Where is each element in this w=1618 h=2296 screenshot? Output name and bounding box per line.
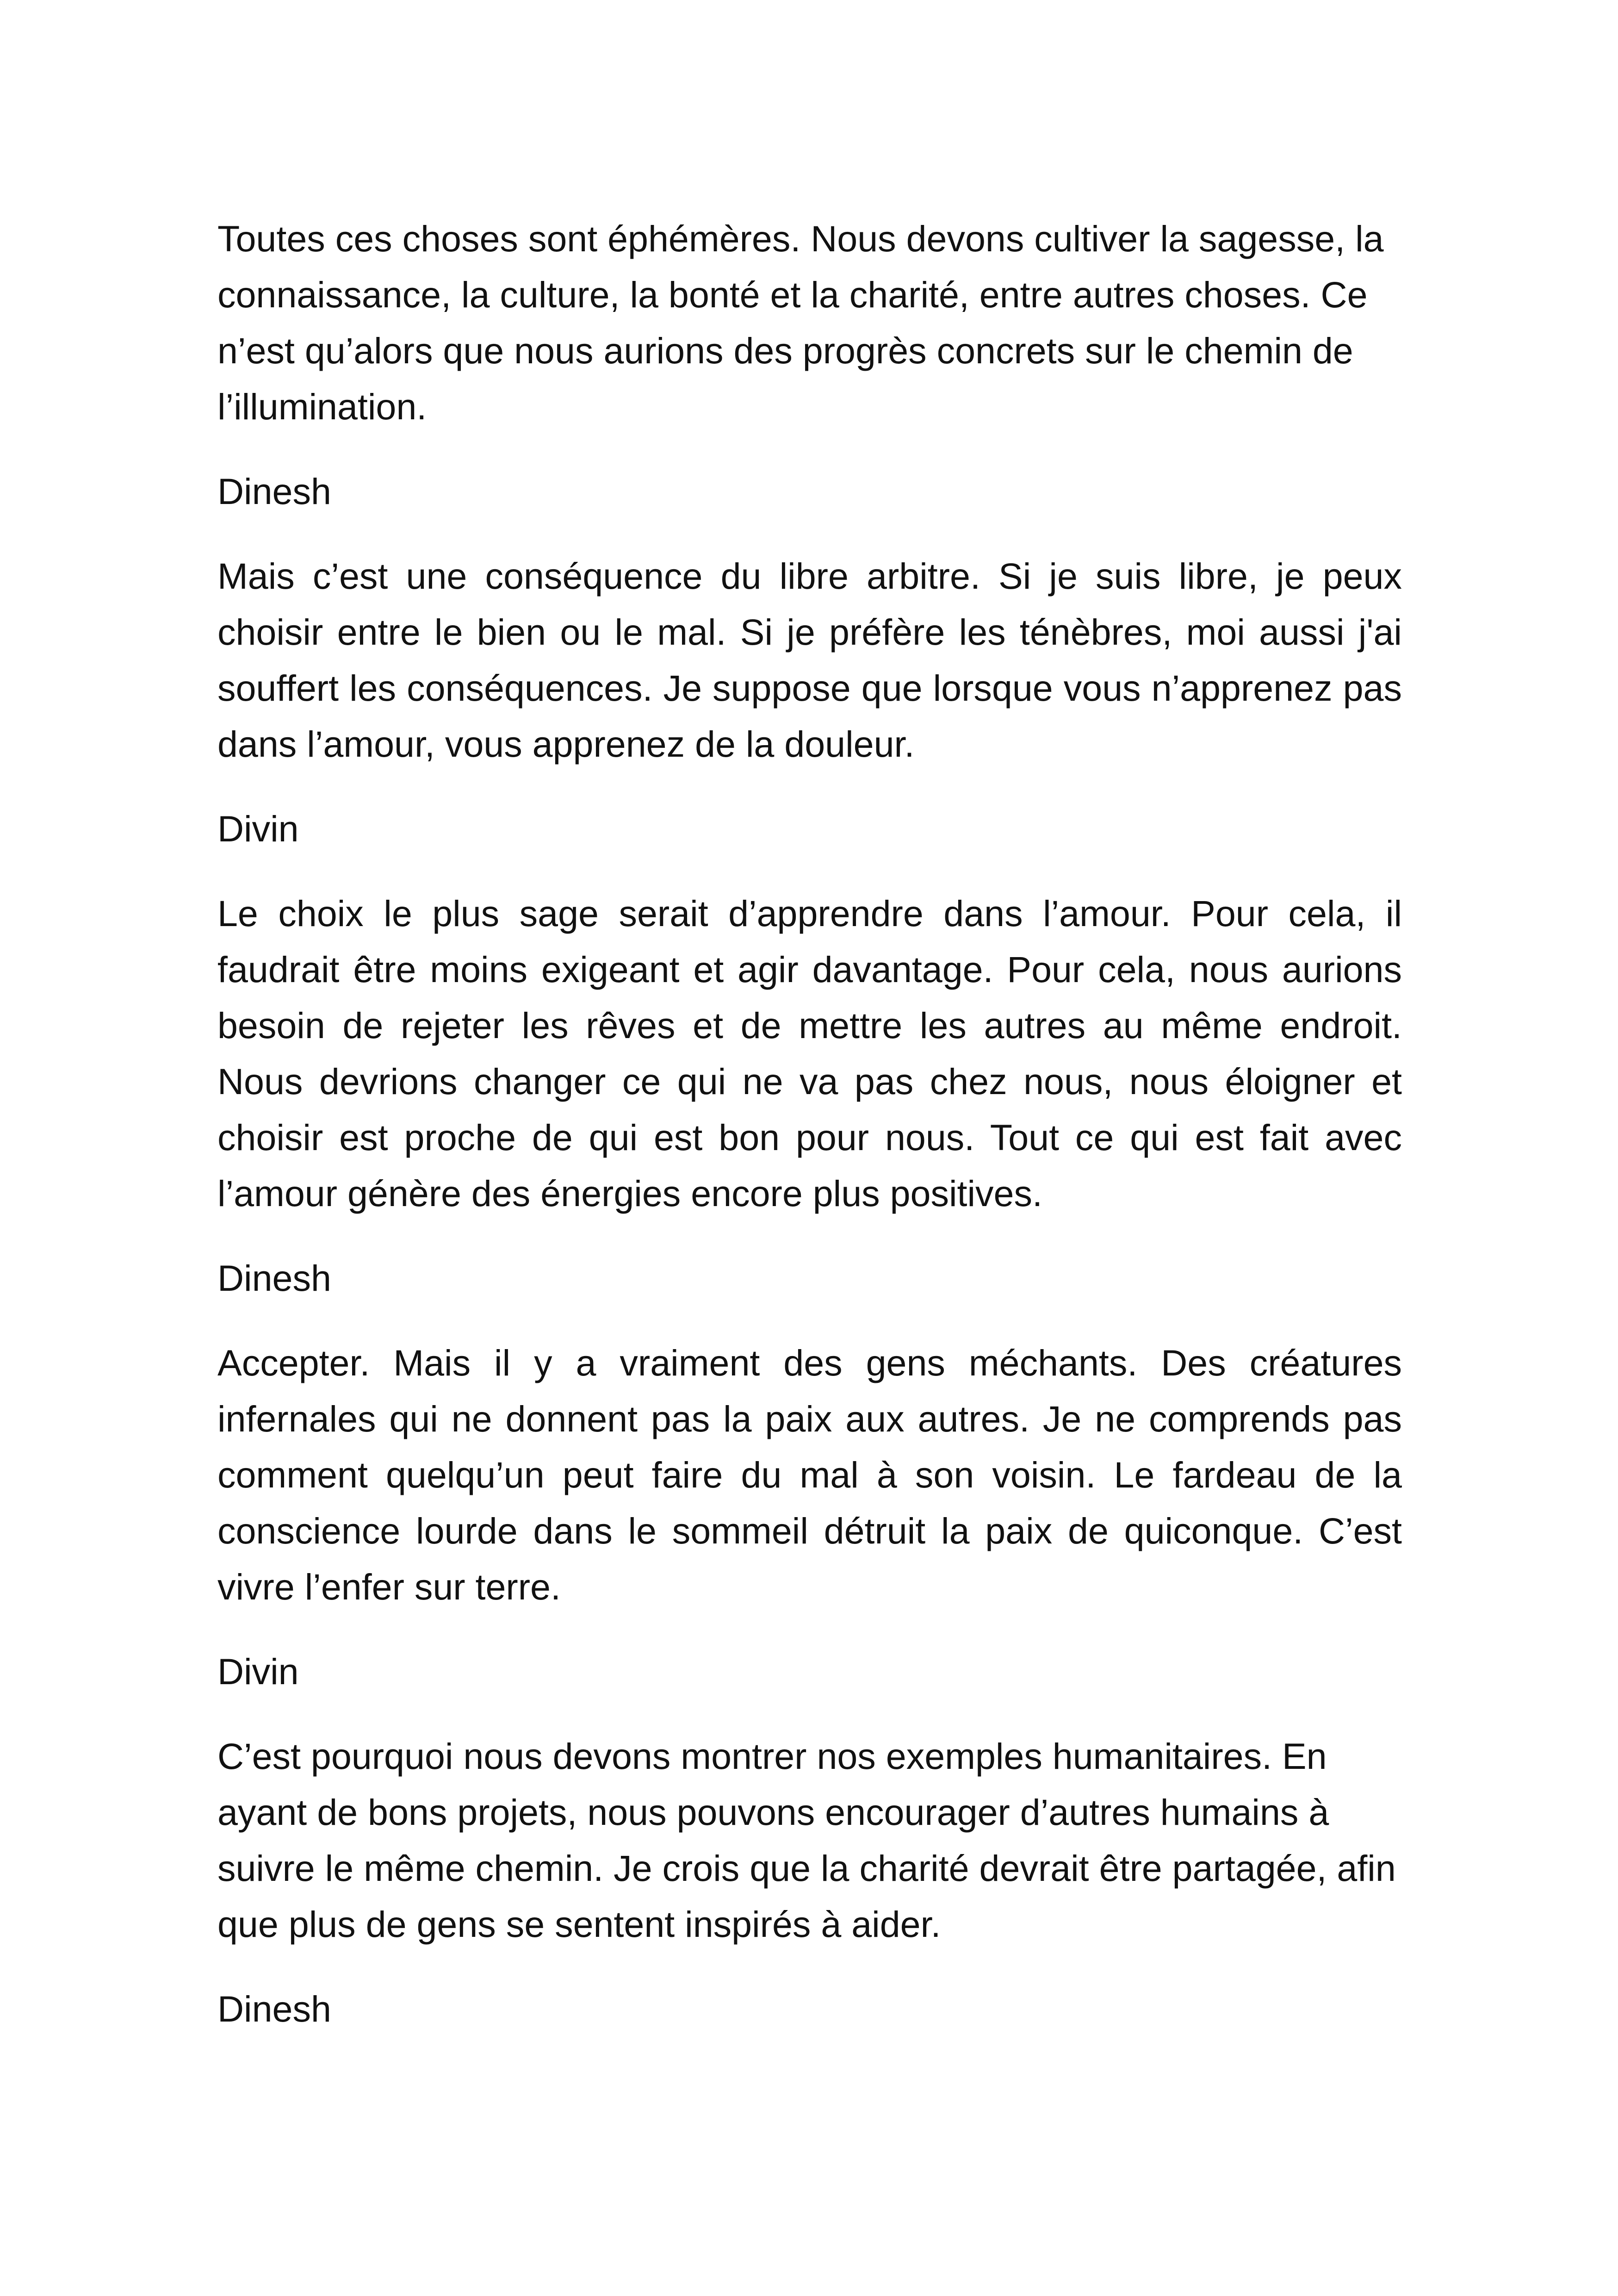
document-body bbox=[217, 211, 1402, 2066]
speaker-name: Divin bbox=[217, 1651, 299, 1692]
speaker-name: Dinesh bbox=[217, 1257, 331, 1299]
speaker-name: Divin bbox=[217, 808, 299, 849]
paragraph: Le choix le plus sage serait d’apprendre dans l’amour. Pour cela, il faudrait être moins exigeant et agir davantage. Pour cela, nous aurions besoin de rejeter les rêves et de mettre les autres au même endroit. Nous devrions changer ce qui ne va pas chez nous, nous éloigner et choisir est proche de qui est bon pour nous. Tout ce qui est fait avec l’amour génère des énergies encore plus positives. bbox=[217, 893, 1402, 1214]
paragraph: Toutes ces choses sont éphémères. Nous devons cultiver la sagesse, la connaissance, la culture, la bonté et la charité, entre autres choses. Ce n’est qu’alors que nous aurions des progrès concrets sur le chemin de l’illumination. bbox=[217, 218, 1384, 427]
paragraph: Mais c’est une conséquence du libre arbitre. Si je suis libre, je peux choisir entre le bien ou le mal. Si je préfère les ténèbres, moi aussi j'ai souffert les conséquences. Je suppose que lorsque vous n’apprenez pas dans l’amour, vous apprenez de la douleur. bbox=[217, 555, 1402, 765]
paragraph: Accepter. Mais il y a vraiment des gens méchants. Des créatures infernales qui ne donnent pas la paix aux autres. Je ne comprends pas comment quelqu’un peut faire du mal à son voisin. Le fardeau de la conscience lourde dans le sommeil détruit la paix de quiconque. C’est vivre l’enfer sur terre. bbox=[217, 1342, 1402, 1607]
speaker-name: Dinesh bbox=[217, 471, 331, 512]
paragraph: C’est pourquoi nous devons montrer nos exemples humanitaires. En ayant de bons projets, nous pouvons encourager d’autres humains à suivre le même chemin. Je crois que la charité devrait être partagée, afin que plus de gens se sentent inspirés à aider. bbox=[217, 1736, 1396, 1945]
speaker-name: Dinesh bbox=[217, 1988, 331, 2029]
